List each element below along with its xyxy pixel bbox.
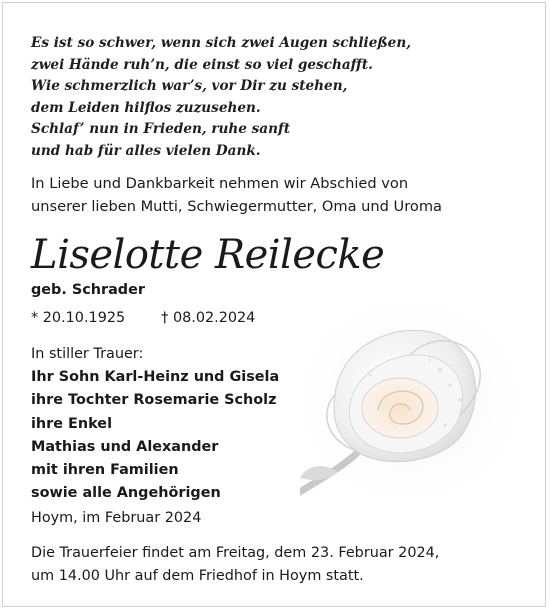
death-date: † 08.02.2024: [161, 310, 256, 326]
mourners-heading: In stiller Trauer:: [31, 346, 144, 362]
poem-line: Es ist so schwer, wenn sich zwei Augen schließen,: [31, 35, 411, 51]
poem-line: zwei Hände ruh’n, die einst so viel geschafft.: [31, 56, 373, 73]
funeral-info-line: Die Trauerfeier findet am Freitag, dem 23. Februar 2024,: [31, 545, 440, 561]
funeral-info-line: um 14.00 Uhr auf dem Friedhof in Hoym statt.: [31, 567, 364, 584]
memorial-poem: [31, 33, 411, 163]
birth-date: * 20.10.1925: [31, 310, 126, 326]
poem-line: Wie schmerzlich war’s, vor Dir zu stehen,: [31, 78, 348, 95]
mourner-line: ihre Enkel: [31, 415, 112, 432]
mourner-line: Ihr Sohn Karl-Heinz und Gisela: [31, 369, 280, 386]
mourners-list: [31, 343, 279, 505]
mourner-line: Mathias und Alexander: [31, 438, 219, 455]
place-and-date: Hoym, im Februar 2024: [31, 510, 202, 526]
poem-line: Schlaf’ nun in Frieden, ruhe sanft: [31, 121, 291, 138]
life-dates: [31, 310, 255, 326]
deceased-name: Liselotte Reilecke: [31, 232, 385, 278]
mourner-line: sowie alle Angehörigen: [31, 485, 221, 502]
mourner-line: ihre Tochter Rosemarie Scholz: [31, 392, 277, 409]
poem-line: und hab für alles vielen Dank.: [31, 142, 261, 159]
white-rose-image: [300, 300, 520, 510]
intro-line: In Liebe und Dankbarkeit nehmen wir Abschied von: [31, 175, 409, 192]
mourner-line: mit ihren Familien: [31, 462, 179, 479]
funeral-info: [31, 542, 439, 587]
intro-line: unserer lieben Mutti, Schwiegermutter, Oma und Uroma: [31, 198, 443, 215]
farewell-intro: [31, 172, 531, 218]
poem-line: dem Leiden hilflos zuzusehen.: [31, 99, 261, 116]
birth-name: geb. Schrader: [31, 282, 145, 298]
